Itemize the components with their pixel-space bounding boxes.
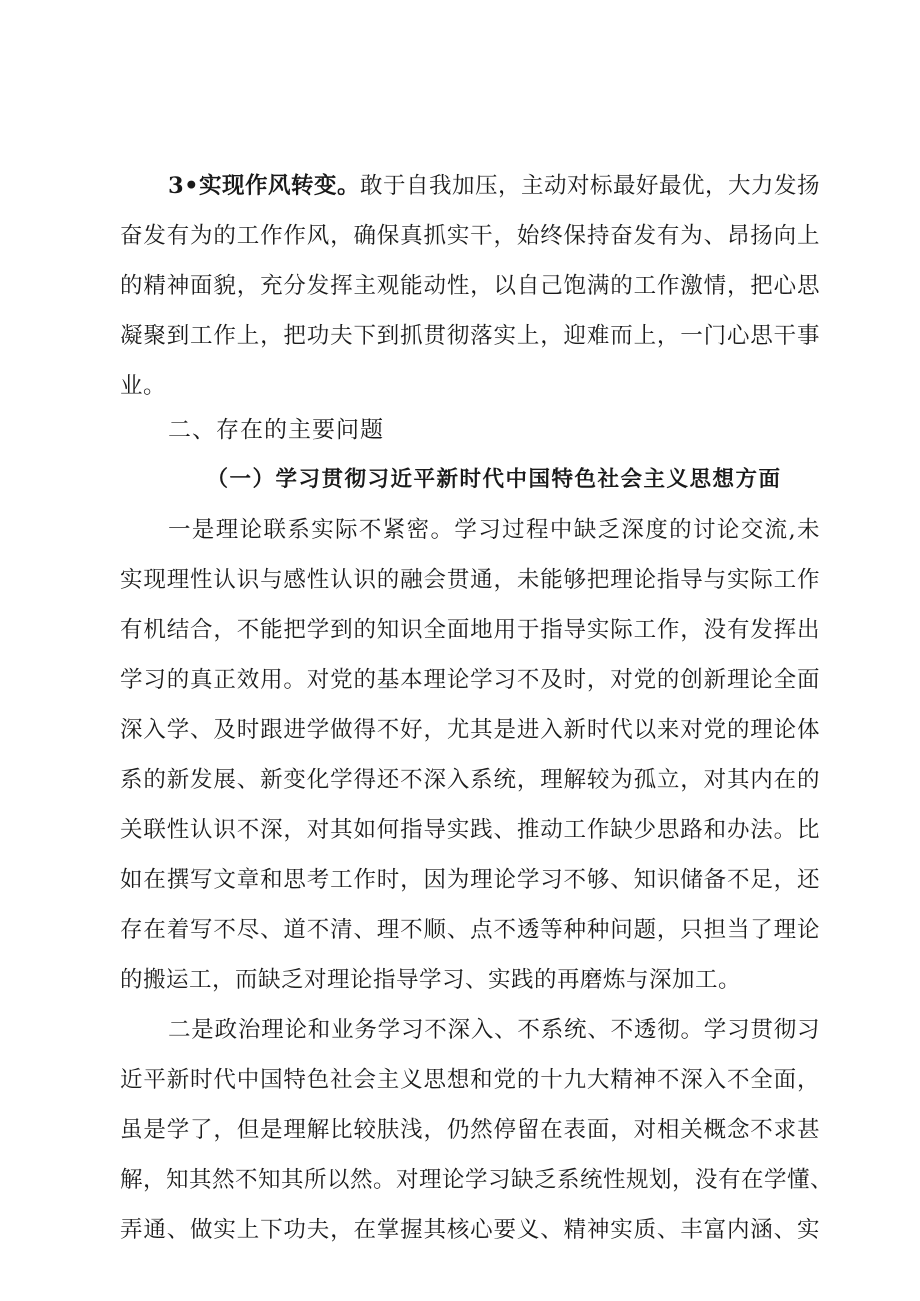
para2-line-2: 近平新时代中国特色社会主义思想和党的十九大精神不深入不全面， [120, 1067, 820, 1093]
para1-line-9: 存在着写不尽、道不清、理不顺、点不透等种种问题，只担当了理论 [120, 917, 820, 943]
para1-line-2: 实现理性认识与感性认识的融会贯通，未能够把理论指导与实际工作 [120, 567, 820, 593]
section3-line-1 [168, 171, 820, 201]
para1-line-5: 深入学、及时跟进学做得不好，尤其是进入新时代以来对党的理论体 [120, 717, 820, 743]
para1-line-6: 系的新发展、新变化学得还不深入系统，理解较为孤立，对其内在的 [120, 767, 820, 793]
para2-line-3: 虽是学了，但是理解比较肤浅，仍然停留在表面，对相关概念不求甚 [120, 1117, 820, 1143]
section-heading: 二、存在的主要问题 [168, 417, 384, 443]
para2-line-5: 弄通、做实上下功夫，在掌握其核心要义、精神实质、丰富内涵、实 [120, 1217, 820, 1243]
para1-line-3: 有机结合，不能把学到的知识全面地用于指导实际工作，没有发挥出 [120, 617, 820, 643]
para1-line-7: 关联性认识不深，对其如何指导实践、推动工作缺少思路和办法。比 [120, 817, 820, 843]
section3-line-2: 奋发有为的工作作风，确保真抓实干，始终保持奋发有为、昂扬向上 [120, 223, 820, 249]
section3-line-3: 的精神面貌，充分发挥主观能动性，以自己饱满的工作激情，把心思 [120, 273, 820, 299]
section3-line-4: 凝聚到工作上，把功夫下到抓贯彻落实上，迎难而上，一门心思干事 [120, 323, 820, 349]
para1-line-10: 的搬运工，而缺乏对理论指导学习、实践的再磨炼与深加工。 [120, 967, 742, 993]
section3-text-1: 敢于自我加压，主动对标最好最优，大力发扬 [360, 173, 821, 199]
para2-line-1: 二是政治理论和业务学习不深入、不系统、不透彻。学习贯彻习 [168, 1017, 820, 1043]
section3-line-5: 业。 [120, 373, 167, 399]
subsection-heading: （一）学习贯彻习近平新时代中国特色社会主义思想方面 [206, 467, 782, 492]
para1-line-4: 学习的真正效用。对党的基本理论学习不及时，对党的创新理论全面 [120, 667, 820, 693]
para2-line-4: 解，知其然不知其所以然。对理论学习缺乏系统性规划，没有在学懂、 [120, 1167, 834, 1193]
para1-line-1: 一是理论联系实际不紧密。学习过程中缺乏深度的讨论交流,未 [168, 517, 820, 543]
para1-line-8: 如在撰写文章和思考工作时，因为理论学习不够、知识储备不足，还 [120, 867, 820, 893]
section3-title: 3•实现作风转变。 [168, 173, 361, 199]
